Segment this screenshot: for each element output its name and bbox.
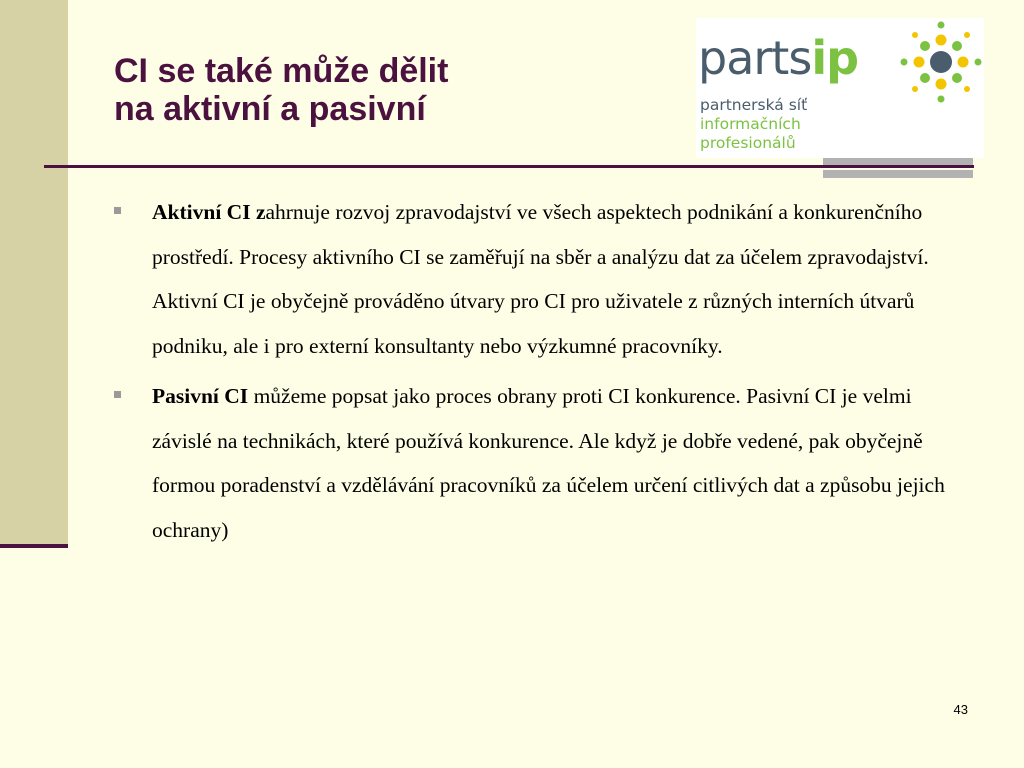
bullet-text-active: ahrnuje rozvoj zpravodajství ve všech aspektech podnikání a konkurenčního prostředí. Procesy aktivního CI se zaměřují na sběr a analýzu dat za účelem zpravodajství. Aktivní CI je obyčejně prováděno útvary pro CI pro uživatele z různých interních útvarů podniku, ale i pro externí konsultanty nebo výzkumné pracovníky. <box>152 200 929 358</box>
title-divider <box>44 165 974 168</box>
title-line-1: CI se také může dělit <box>114 52 449 90</box>
bullet-text-passive: můžeme popsat jako proces obrany proti CI konkurence. Pasivní CI je velmi závislé na technikách, které používá konkurence. Ale když je dobře vedené, pak obyčejně formou poradenství a vzdělávání pracovníků za účelem určení citlivých dat a způsobu jejich ochrany) <box>152 384 945 542</box>
logo-wordmark <box>698 28 858 88</box>
left-sidebar-band <box>0 0 68 548</box>
sidebar-underline <box>0 544 68 548</box>
partsip-logo <box>696 18 984 158</box>
logo-tagline-2: informačních <box>700 115 801 133</box>
square-bullet-icon <box>114 391 121 398</box>
title-line-2: na aktivní a pasivní <box>114 90 426 128</box>
bullet-term-passive: Pasivní CI <box>152 384 249 408</box>
logo-word-parts: parts <box>698 31 812 85</box>
slide-title <box>114 52 448 128</box>
bullet-term-active: Aktivní CI z <box>152 200 266 224</box>
logo-tagline-1: partnerská síť <box>700 96 808 114</box>
decor-bar-bottom <box>823 170 973 178</box>
sun-dots-icon <box>900 20 982 104</box>
page-number: 43 <box>953 702 968 717</box>
bullet-item-active-ci <box>114 190 964 368</box>
logo-word-ip: ip <box>811 31 859 85</box>
logo-tagline-3: profesionálů <box>700 134 796 152</box>
square-bullet-icon <box>114 207 121 214</box>
slide-body <box>114 190 964 558</box>
bullet-item-passive-ci <box>114 374 964 552</box>
